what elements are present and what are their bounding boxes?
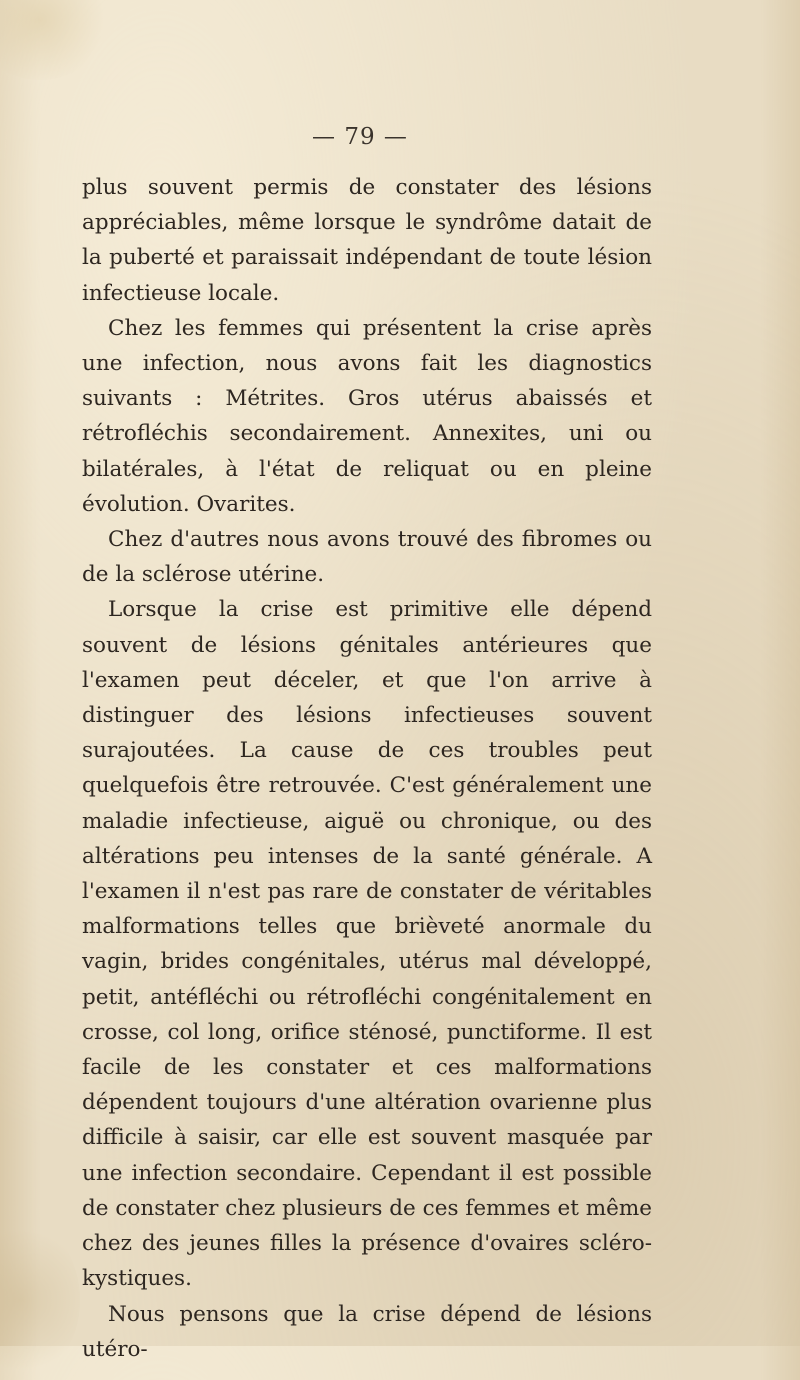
- paragraph-1: plus souvent permis de constater des lésions appréciables, même lorsque le syndrôme datait de la puberté et paraissait indépendant de toute lésion infectieuse locale.: [82, 175, 652, 306]
- paragraph-5: Nous pensons que la crise dépend de lésions utéro-: [82, 1301, 652, 1362]
- paper-stain-bottom-left: [0, 1220, 80, 1380]
- body-text: [82, 170, 652, 1367]
- paragraph-2: Chez les femmes qui présentent la crise après une infection, nous avons fait les diagnostics suivants : Métrites. Gros utérus abaissés et rétrofléchis secondairement. Annexites, uni ou bilatérales, à l'état de reliquat ou en pleine évolution. Ovarites.: [82, 315, 652, 517]
- paragraph-3: Chez d'autres nous avons trouvé des fibromes ou de la sclérose utérine.: [82, 527, 652, 588]
- page-number: — 79 —: [312, 124, 408, 150]
- paper-stain-top-left: [0, 0, 110, 80]
- paragraph-4: Lorsque la crise est primitive elle dépend souvent de lésions génitales antérieures que l'examen peut déceler, et que l'on arrive à distinguer des lésions infectieuses souvent surajoutées. La cause de ces troubles peut quelquefois être retrouvée. C'est généralement une maladie infectieuse, aiguë ou chronique, ou des altérations peu intenses de la santé générale. A l'examen il n'est pas rare de constater de véritables malformations telles que brièveté anormale du vagin, brides congénitales, utérus mal développé, petit, antéfléchi ou rétrofléchi congénitalement en crosse, col long, orifice sténosé, punctiforme. Il est facile de les constater et ces malformations dépendent toujours d'une altération ovarienne plus difficile à saisir, car elle est souvent masquée par une infection secondaire. Cependant il est possible de constater chez plusieurs de ces femmes et même chez des jeunes filles la présence d'ovaires scléro-kystiques.: [82, 597, 652, 1292]
